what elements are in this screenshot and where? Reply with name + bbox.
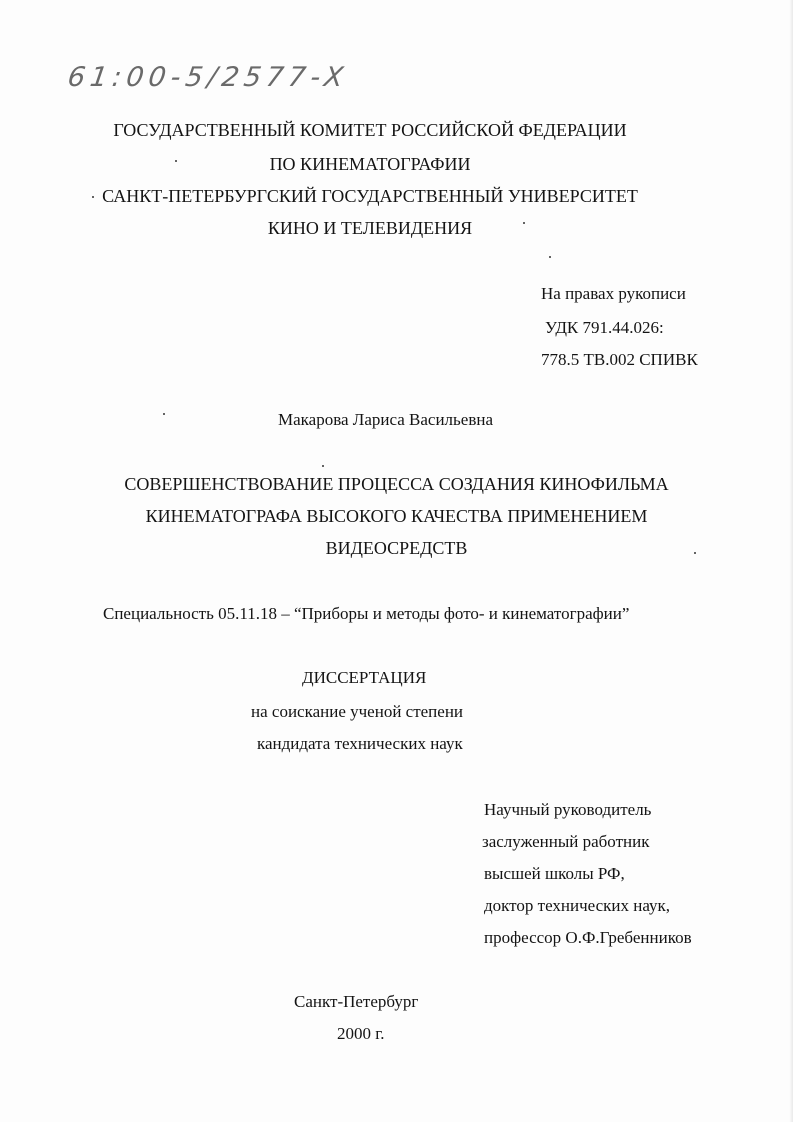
header-committee-scope: ПО КИНЕМАТОГРАФИИ [269, 154, 471, 174]
thesis-title-line-2: КИНЕМАТОГРАФА ВЫСОКОГО КАЧЕСТВА ПРИМЕНЕНИЕМ [145, 506, 648, 526]
dissertation-heading: ДИССЕРТАЦИЯ [302, 668, 427, 687]
specialty: Специальность 05.11.18 – “Приборы и методы фото- и кинематографии” [103, 604, 630, 623]
scan-speck [175, 160, 177, 162]
author-name: Макарова Лариса Васильевна [278, 410, 494, 429]
dissertation-degree: кандидата технических наук [257, 734, 463, 753]
thesis-title-line-1: СОВЕРШЕНСТВОВАНИЕ ПРОЦЕССА СОЗДАНИЯ КИНОФИЛЬМА [124, 474, 669, 494]
scan-speck [322, 465, 324, 467]
scan-speck [523, 222, 525, 224]
supervisor-honor-1: заслуженный работник [482, 832, 650, 851]
supervisor-name: профессор О.Ф.Гребенников [484, 928, 692, 947]
header-university-scope: КИНО И ТЕЛЕВИДЕНИЯ [267, 218, 473, 238]
scan-speck [694, 552, 696, 554]
rights-udk: УДК 791.44.026: [545, 318, 664, 337]
dissertation-purpose: на соискание ученой степени [251, 702, 464, 721]
supervisor-role: Научный руководитель [484, 800, 652, 819]
year: 2000 г. [337, 1024, 385, 1043]
scan-speck [163, 413, 165, 415]
scan-edge-shadow [789, 0, 793, 1122]
rights-code: 778.5 ТВ.002 СПИВК [541, 350, 698, 369]
supervisor-honor-2: высшей школы РФ, [484, 864, 625, 883]
scan-speck [549, 256, 551, 258]
rights-manuscript: На правах рукописи [541, 284, 686, 303]
header-committee: ГОСУДАРСТВЕННЫЙ КОМИТЕТ РОССИЙСКОЙ ФЕДЕРАЦИИ [113, 120, 627, 140]
header-university: САНКТ-ПЕТЕРБУРГСКИЙ ГОСУДАРСТВЕННЫЙ УНИВЕРСИТЕТ [102, 186, 638, 206]
supervisor-degree: доктор технических наук, [484, 896, 671, 915]
scan-speck [92, 196, 94, 198]
thesis-title-line-3: ВИДЕОСРЕДСТВ [325, 538, 468, 558]
city: Санкт-Петербург [294, 992, 419, 1011]
handwritten-catalog-number: 61:00-5/2577-X [65, 62, 351, 93]
